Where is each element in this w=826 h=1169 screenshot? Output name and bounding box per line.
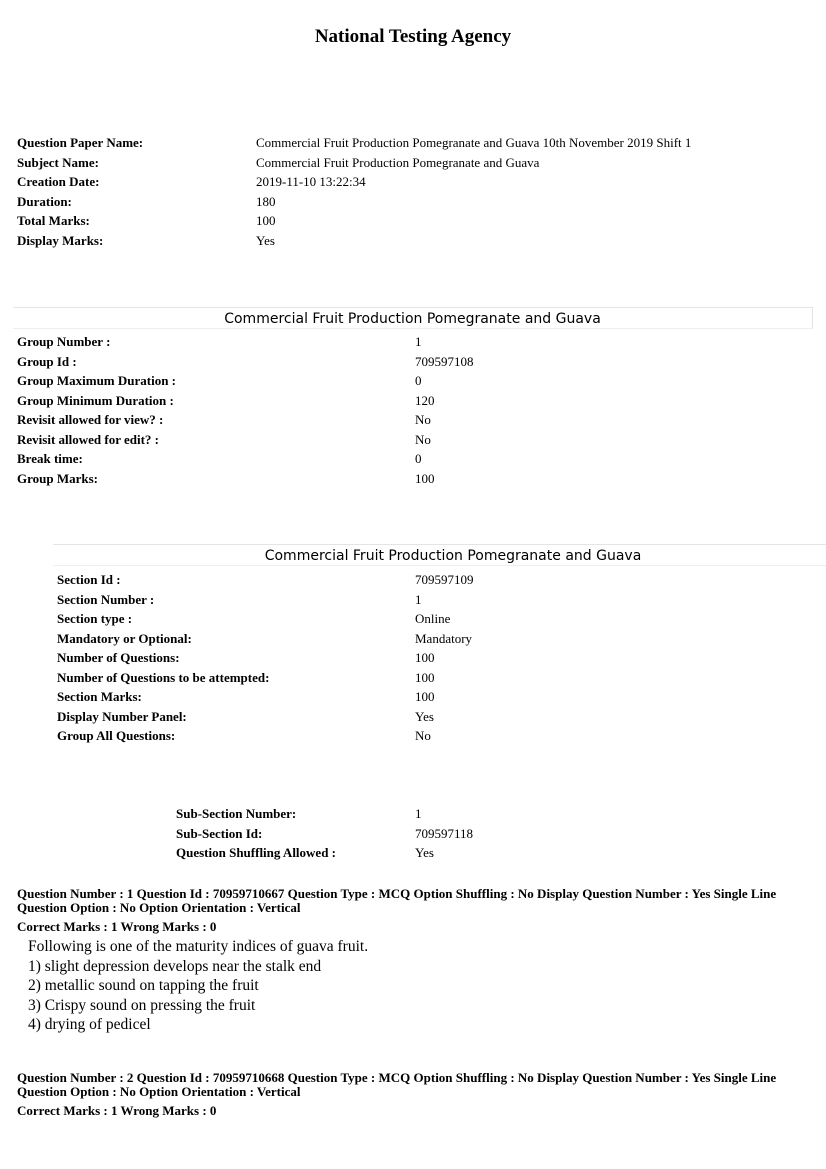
info-label: Section type : [57,611,133,626]
info-label: Sub-Section Id: [176,825,263,841]
info-label: Question Shuffling Allowed : [176,845,337,860]
section-info-row [57,648,474,668]
group-info-row [17,430,474,450]
info-label: Group Minimum Duration : [17,392,174,408]
info-label: Section Number : [57,591,155,607]
info-value: 1 [415,334,422,349]
info-value: No [415,412,431,427]
section-banner: Commercial Fruit Production Pomegranate and Guava [53,544,826,566]
info-label: Revisit allowed for view? : [17,412,164,427]
group-info-table [17,332,474,488]
info-label: Number of Questions to be attempted: [57,669,270,685]
info-value: Online [415,611,451,626]
group-info-row [17,391,474,411]
group-info-row [17,469,474,489]
info-value: Commercial Fruit Production Pomegranate and Guava 10th November 2019 Shift 1 [256,135,692,150]
info-value: 180 [256,193,276,209]
section-info-row [57,726,474,746]
question-meta: Question Number : 1 Question Id : 70959710667 Question Type : MCQ Option Shuffling : No Display Question Number : Yes Single Line Question Option : No Option Orientation : Vertical [17,886,777,915]
info-value: No [415,431,431,447]
paper-info-table [17,133,691,250]
info-value: No [415,728,431,743]
paper-info-row [17,231,691,251]
info-value: 2019-11-10 13:22:34 [256,174,366,189]
info-value: Commercial Fruit Production Pomegranate and Guava [256,154,540,170]
info-label: Group Maximum Duration : [17,373,177,388]
info-label: Break time: [17,451,83,466]
info-label: Section Id : [57,572,121,587]
section-info-row [57,570,474,590]
section-info-row [57,629,474,649]
info-value: 100 [415,650,435,665]
info-label: Sub-Section Number: [176,806,297,821]
subsection-info-row [176,824,473,844]
info-value: Mandatory [415,630,473,646]
question-option: 1) slight depression develops near the stalk end [28,957,322,975]
paper-info-row [17,211,691,231]
info-value: 1 [415,591,422,607]
question-text: Following is one of the maturity indices of guava fruit. [28,938,369,955]
info-value: 709597108 [415,353,474,369]
info-label: Number of Questions: [57,650,180,665]
subsection-info-table [176,804,473,863]
page-title: National Testing Agency [314,26,512,47]
info-value: 100 [415,470,435,486]
group-banner: Commercial Fruit Production Pomegranate and Guava [13,307,813,329]
info-label: Total Marks: [17,213,90,228]
info-label: Section Marks: [57,689,142,704]
group-info-row [17,371,474,391]
question-marks: Correct Marks : 1 Wrong Marks : 0 [17,919,217,934]
info-value: 0 [415,373,422,388]
paper-info-row [17,153,691,173]
info-label: Mandatory or Optional: [57,630,192,646]
info-label: Duration: [17,193,72,209]
info-value: 1 [415,806,422,821]
question-option: 4) drying of pedicel [28,1016,151,1033]
section-info-row [57,609,474,629]
group-info-row [17,352,474,372]
info-label: Display Number Panel: [57,708,187,724]
subsection-info-row [176,843,473,863]
question-marks: Correct Marks : 1 Wrong Marks : 0 [17,1103,217,1118]
section-info-row [57,707,474,727]
group-info-row [17,332,474,352]
info-label: Display Marks: [17,232,104,248]
info-label: Group Number : [17,334,111,349]
section-info-table [57,570,474,746]
info-label: Subject Name: [17,154,99,170]
info-value: 100 [415,689,435,704]
paper-info-row [17,133,691,153]
info-label: Revisit allowed for edit? : [17,431,160,447]
info-label: Question Paper Name: [17,135,144,150]
info-value: 100 [415,669,435,685]
info-label: Group All Questions: [57,728,176,743]
info-value: 100 [256,213,276,228]
info-label: Group Id : [17,353,77,369]
info-label: Group Marks: [17,470,99,486]
info-value: Yes [415,845,434,860]
group-info-row [17,410,474,430]
info-value: 709597118 [415,825,474,841]
section-info-row [57,590,474,610]
paper-info-row [17,192,691,212]
question-option: 3) Crispy sound on pressing the fruit [28,996,256,1014]
subsection-info-row [176,804,473,824]
info-value: 0 [415,451,422,466]
info-value: 709597109 [415,572,474,587]
section-info-row [57,668,474,688]
question-body [28,937,368,1035]
paper-info-row [17,172,691,192]
question-meta: Question Number : 2 Question Id : 70959710668 Question Type : MCQ Option Shuffling : No Display Question Number : Yes Single Line Question Option : No Option Orientation : Vertical [17,1070,777,1099]
info-value: 120 [415,392,435,408]
question-option: 2) metallic sound on tapping the fruit [28,977,259,994]
info-label: Creation Date: [17,174,100,189]
group-info-row [17,449,474,469]
info-value: Yes [415,708,434,724]
info-value: Yes [256,232,275,248]
section-info-row [57,687,474,707]
